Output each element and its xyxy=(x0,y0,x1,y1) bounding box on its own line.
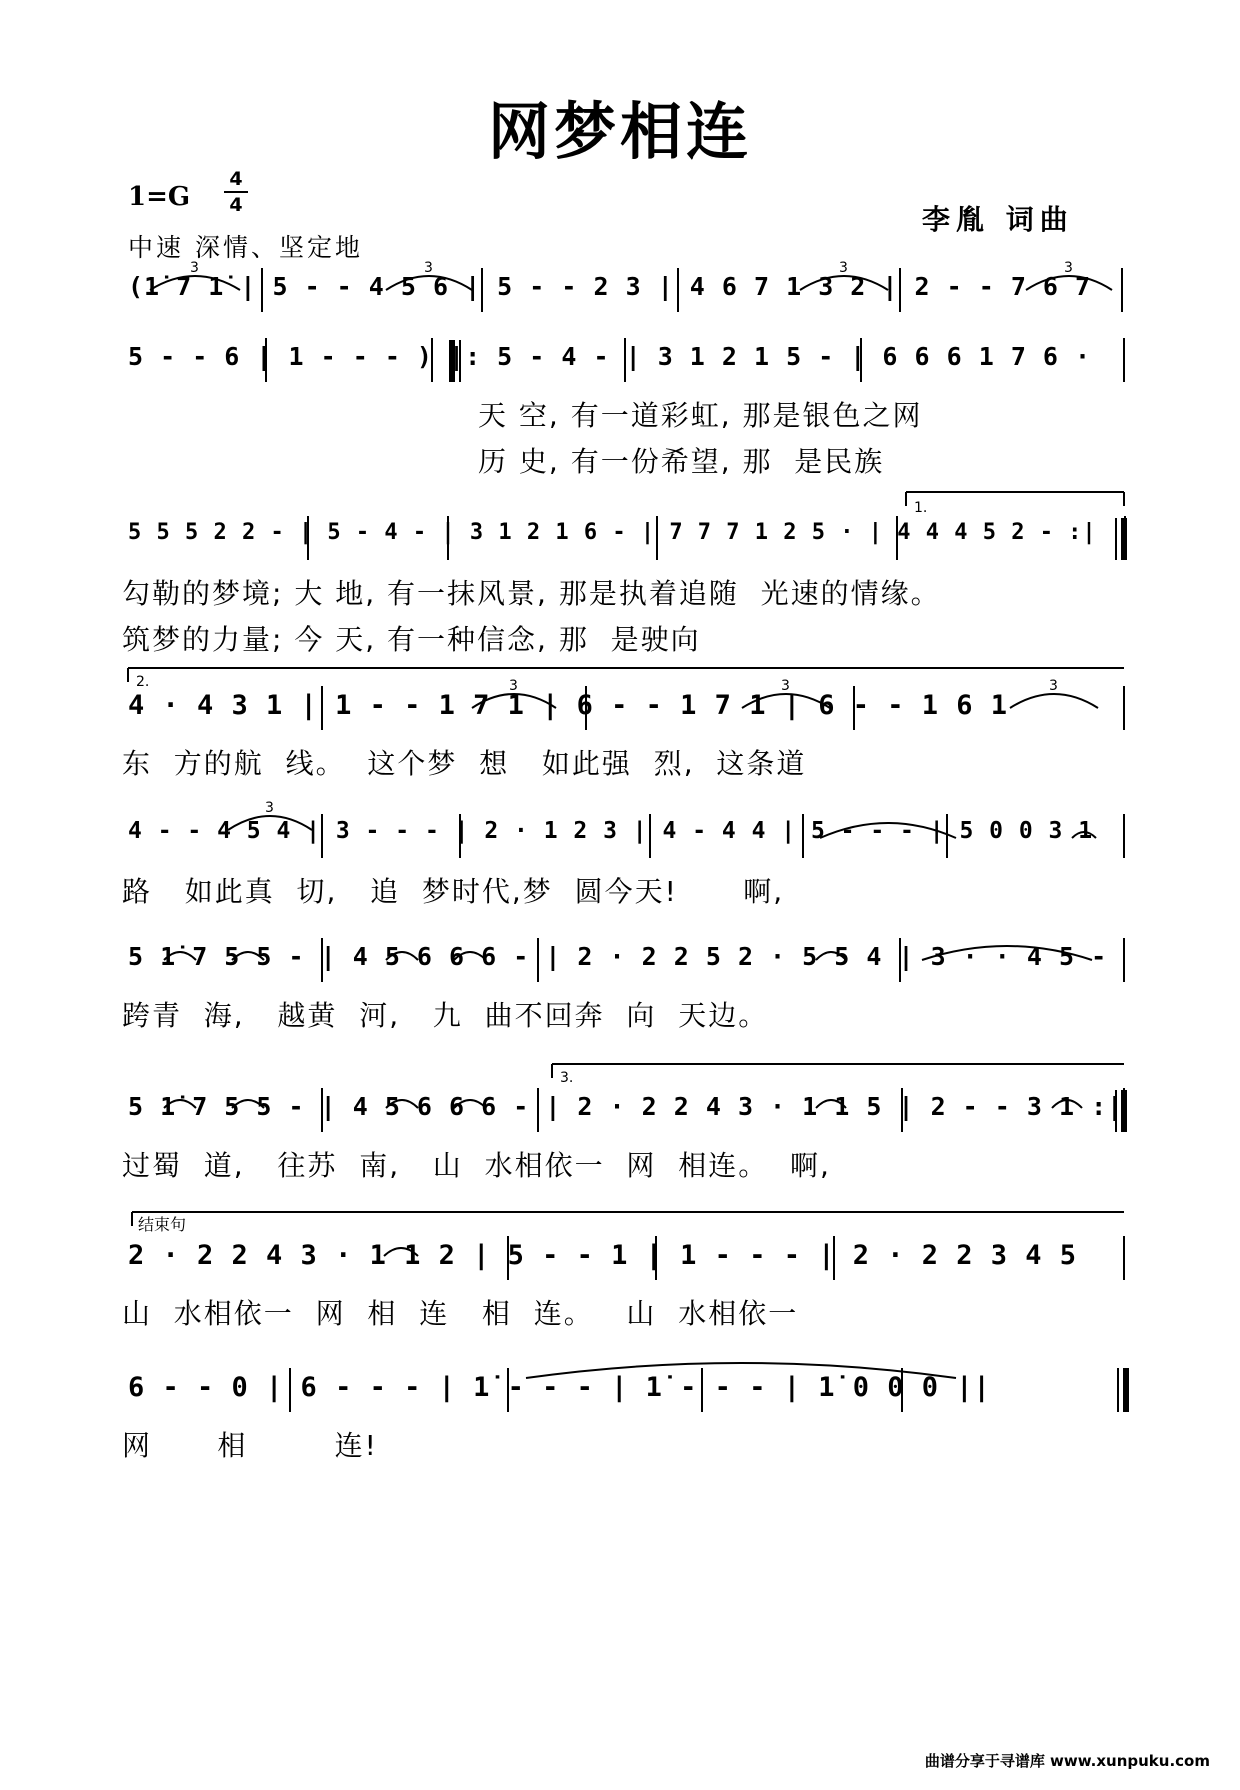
triplet-number: 3 xyxy=(190,260,199,276)
volta-2-label: 2. xyxy=(136,674,150,690)
key-signature: 1=G xyxy=(128,182,191,212)
triplet-number: 3 xyxy=(1064,260,1073,276)
notation-row-1: (1̇ 7 1̇ | 5 - - 4 5 6 | 5 - - 2 3 | 4 6 7 1 3 2 | 2 - - 7 6 7 xyxy=(128,272,1092,301)
lyric-row-9-verse-1: 网 相 连! xyxy=(122,1429,378,1462)
notation-row-5: 4 - - 4 5 4 | 3 - - - | 2 · 1 2 3 | 4 - 4 4 | 5 - - - | 5 0 0 3 1 xyxy=(128,818,1094,844)
notation-row-4: 4 · 4 3 1 | 1 - - 1 7 1 | 6 - - 1 7 1 | 6 - - 1 6 1 xyxy=(128,690,1009,721)
lyric-row-2-verse-1: 天 空, 有一道彩虹, 那是银色之网 xyxy=(478,399,923,432)
notation-row-2: 5 - - 6 | 1 - - - ) |: 5 - 4 - | 3 1 2 1 5 - | 6 6 6 1 7 6 · xyxy=(128,342,1092,371)
volta-1-label: 1. xyxy=(914,500,928,516)
triplet-number: 3 xyxy=(509,678,518,694)
notation-row-3: 5 5 5 2 2 - | 5 - 4 - | 3 1 2 1 6 - | 7 7 7 1 2 5 · | 4 4 4 5 2 - :| xyxy=(128,520,1097,545)
time-signature-top: 4 xyxy=(229,168,243,190)
volta-3-label: 3. xyxy=(560,1070,574,1086)
triplet-number: 3 xyxy=(265,800,274,816)
triplet-number: 3 xyxy=(1049,678,1058,694)
lyric-row-7-verse-1: 过蜀 道, 往苏 南, 山 水相依一 网 相连。 啊, xyxy=(122,1149,831,1182)
lyric-row-3-verse-2: 筑梦的力量; 今 天, 有一种信念, 那 是驶向 xyxy=(122,623,701,656)
author-credit: 李胤 词曲 xyxy=(922,203,1074,236)
triplet-number: 3 xyxy=(839,260,848,276)
lyric-row-4-verse-1: 东 方的航 线。 这个梦 想 如此强 烈, 这条道 xyxy=(122,747,807,780)
song-title: 网梦相连 xyxy=(487,95,752,168)
ending-label: 结束句 xyxy=(138,1215,187,1234)
triplet-number: 3 xyxy=(781,678,790,694)
notation-row-7: 5 1̇ 7 5 5 - | 4 5 6 6 6 - | 2 · 2 2 4 3 · 1 1 5 | 2 - - 3 1 :| xyxy=(128,1092,1124,1121)
tempo-marking: 中速 深情、坚定地 xyxy=(128,233,363,262)
notation-row-8: 2 · 2 2 4 3 · 1 1 2 | 5 - - 1 | 1 - - - | 2 · 2 2 3 4 5 xyxy=(128,1240,1078,1271)
footer-source: 曲谱分享于寻谱库 www.xunpuku.com xyxy=(924,1752,1210,1770)
lyric-row-5-verse-1: 路 如此真 切, 追 梦时代,梦 圆今天! 啊, xyxy=(122,875,785,908)
notation-row-9: 6 - - 0 | 6 - - - | 1̇ - - - | 1̇ - - - | 1̇ 0 0 0 || xyxy=(128,1372,991,1403)
lyric-row-8-verse-1: 山 水相依一 网 相 连 相 连。 山 水相依一 xyxy=(122,1297,799,1330)
notation-row-6: 5 1̇ 7 5 5 - | 4 5 6 6 6 - | 2 · 2 2 5 2 · 5 5 4 | 3 · · 4 5 - xyxy=(128,942,1108,971)
lyric-row-3-verse-1: 勾勒的梦境; 大 地, 有一抹风景, 那是执着追随 光速的情缘。 xyxy=(122,577,941,610)
lyric-row-6-verse-1: 跨青 海, 越黄 河, 九 曲不回奔 向 天边。 xyxy=(122,999,769,1032)
lyric-row-2-verse-2: 历 史, 有一份希望, 那 是民族 xyxy=(478,445,885,478)
triplet-number: 3 xyxy=(424,260,433,276)
time-signature-bottom: 4 xyxy=(229,194,243,216)
